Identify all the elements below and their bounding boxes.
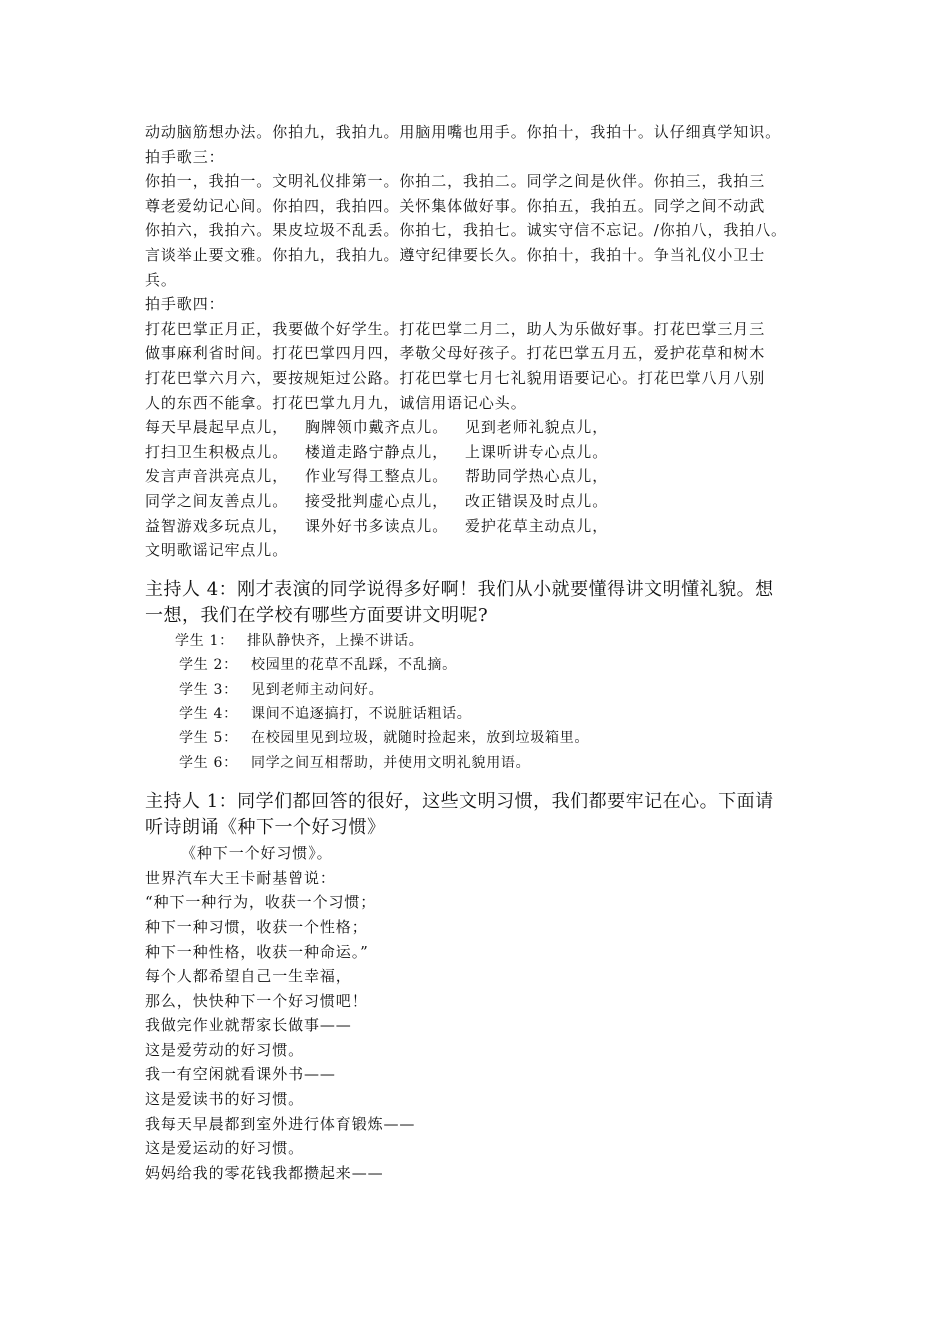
student-answer — [145, 726, 825, 750]
student-answer — [145, 653, 825, 677]
student-answer — [145, 629, 825, 653]
poem-line: 每个人都希望自己一生幸福， — [145, 967, 352, 986]
document-page — [145, 120, 825, 1185]
student-answers — [145, 629, 825, 775]
chant-row — [145, 464, 825, 489]
chant-phrase: 益智游戏多玩点儿， — [145, 516, 289, 535]
text-line: 尊老爱幼记心间。你拍四，我拍四。关怀集体做好事。你拍五，我拍五。同学之间不动武 — [145, 196, 766, 215]
chant-row — [145, 440, 825, 465]
chant-phrase: 接受批判虚心点儿， — [305, 491, 449, 510]
text-line: 人的东西不能拿。打花巴掌九月九，诚信用语记心头。 — [145, 393, 527, 412]
host1-line: 听诗朗诵《种下一个好习惯》 — [145, 817, 386, 839]
poem-line: 这是爱运动的好习惯。 — [145, 1139, 305, 1158]
poem-line: 我每天早晨都到室外进行体育锻炼—— — [145, 1114, 416, 1133]
poem-line: 那么，快快种下一个好习惯吧！ — [145, 991, 368, 1010]
chant-phrase: 作业写得工整点儿。 — [305, 467, 449, 486]
poem-section — [145, 841, 825, 1185]
chant-phrase: 楼道走路宁静点儿， — [305, 442, 449, 461]
poem-line: 我一有空闲就看课外书—— — [145, 1065, 336, 1084]
text-line: 打花巴掌六月六，要按规矩过公路。打花巴掌七月七礼貌用语要记心。打花巴掌八月八别 — [145, 368, 766, 387]
chant-phrase: 每天早晨起早点儿， — [145, 418, 289, 437]
clapping-songs-section — [145, 120, 825, 415]
host4-line: 一想，我们在学校有哪些方面要讲文明呢? — [145, 604, 489, 626]
student-label: 学生 5： — [179, 730, 238, 747]
chant-row — [145, 415, 825, 440]
student-label: 学生 4： — [179, 705, 238, 722]
text-line: 言谈举止要文雅。你拍九，我拍九。遵守纪律要长久。你拍十，我拍十。争当礼仪小卫士 — [145, 245, 766, 264]
chant-phrase: 同学之间友善点儿。 — [145, 491, 289, 510]
chant-row — [145, 514, 825, 539]
student-text: 课间不追逐搞打，不说脏话粗话。 — [251, 705, 472, 722]
chant-phrase: 改正错误及时点儿。 — [465, 491, 609, 510]
student-answer — [145, 678, 825, 702]
text-line: 动动脑筋想办法。你拍九，我拍九。用脑用嘴也用手。你拍十，我拍十。认仔细真学知识。 — [145, 123, 782, 141]
chant-phrase: 课外好书多读点儿。 — [305, 516, 449, 535]
chant-row — [145, 489, 825, 514]
text-line: 你拍六，我拍六。果皮垃圾不乱丢。你拍七，我拍七。诚实守信不忘记。/你拍八，我拍八。 — [145, 221, 787, 240]
host4-speech — [145, 577, 825, 629]
poem-line: 这是爱劳动的好习惯。 — [145, 1040, 305, 1059]
poem-line: “种下一种行为，收获一个习惯； — [145, 893, 377, 912]
chant-section — [145, 415, 825, 563]
poem-title: 《种下一个好习惯》。 — [181, 844, 333, 863]
chant-phrase: 文明歌谣记牢点儿。 — [145, 541, 289, 560]
chant-phrase: 爱护花草主动点儿， — [465, 516, 609, 535]
student-text: 在校园里见到垃圾，就随时捡起来，放到垃圾箱里。 — [251, 730, 590, 747]
poem-line: 种下一种性格，收获一种命运。” — [145, 942, 369, 961]
poem-line: 我做完作业就帮家长做事—— — [145, 1016, 352, 1035]
student-answer — [145, 751, 825, 775]
text-line: 你拍一，我拍一。文明礼仪排第一。你拍二，我拍二。同学之间是伙伴。你拍三，我拍三 — [145, 172, 766, 191]
host1-speech — [145, 789, 825, 841]
chant-phrase: 发言声音洪亮点儿， — [145, 467, 289, 486]
poem-line: 妈妈给我的零花钱我都攒起来—— — [145, 1163, 384, 1182]
student-label: 学生 3： — [179, 681, 238, 698]
poem-line: 种下一种习惯，收获一个性格； — [145, 917, 368, 936]
host1-line: 主持人 1：同学们都回答的很好，这些文明习惯，我们都要牢记在心。下面请 — [145, 791, 774, 813]
text-line: 打花巴掌正月正，我要做个好学生。打花巴掌二月二，助人为乐做好事。打花巴掌三月三 — [145, 319, 766, 338]
text-line: 兵。 — [145, 270, 177, 289]
student-answer — [145, 702, 825, 726]
chant-row — [145, 538, 825, 563]
chant-phrase: 胸牌领巾戴齐点儿。 — [305, 418, 449, 437]
chant-phrase: 打扫卫生积极点儿。 — [145, 442, 289, 461]
chant-phrase: 见到老师礼貌点儿， — [465, 418, 609, 437]
student-label: 学生 2： — [179, 657, 238, 674]
student-text: 见到老师主动问好。 — [251, 681, 384, 698]
host4-line: 主持人 4：刚才表演的同学说得多好啊！我们从小就要懂得讲文明懂礼貌。想 — [145, 578, 774, 600]
song-heading: 拍手歌三： — [145, 147, 225, 166]
text-line: 做事麻利省时间。打花巴掌四月四，孝敬父母好孩子。打花巴掌五月五，爱护花草和树木 — [145, 344, 766, 363]
student-text: 校园里的花草不乱踩，不乱摘。 — [251, 657, 457, 674]
student-label: 学生 6： — [179, 754, 238, 771]
student-text: 同学之间互相帮助，并使用文明礼貌用语。 — [251, 754, 531, 771]
poem-line: 这是爱读书的好习惯。 — [145, 1090, 305, 1109]
student-text: 排队静快齐，上操不讲话。 — [247, 632, 424, 649]
poem-line: 世界汽车大王卡耐基曾说： — [145, 868, 336, 887]
song-heading: 拍手歌四： — [145, 295, 225, 314]
chant-phrase: 帮助同学热心点儿， — [465, 467, 609, 486]
chant-phrase: 上课听讲专心点儿。 — [465, 442, 609, 461]
student-label: 学生 1： — [175, 632, 234, 649]
